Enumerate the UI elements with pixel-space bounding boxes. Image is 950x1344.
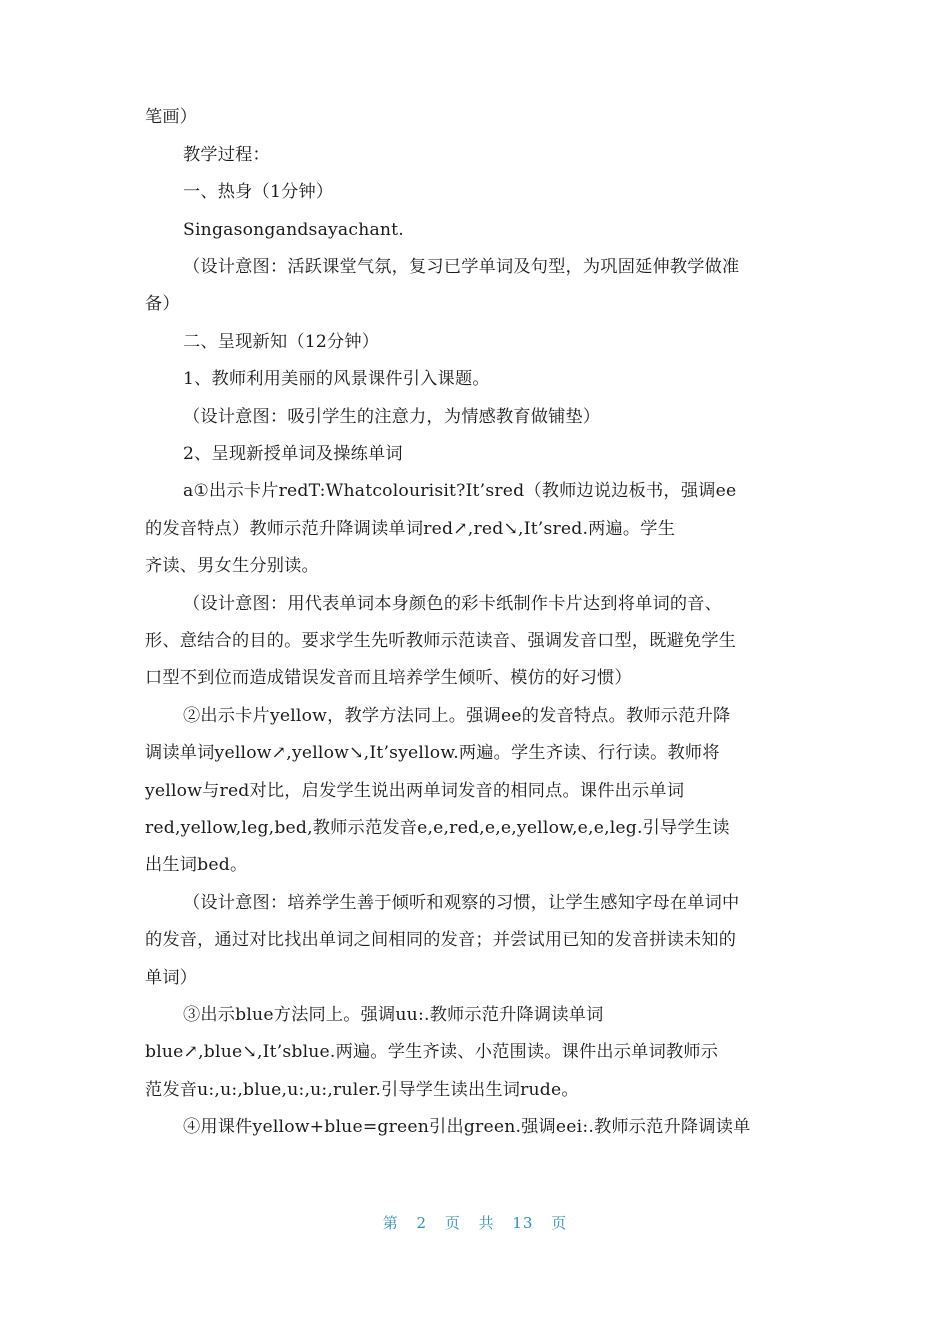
text-line: 1、教师利用美丽的风景课件引入课题。: [183, 369, 490, 389]
text-line: 范发音u:,u:,blue,u:,u:,ruler.引导学生读出生词rude。: [145, 1080, 579, 1100]
text-line: blue↗,blue↘,It’sblue.两遍。学生齐读、小范围读。课件出示单词教师示: [145, 1042, 719, 1062]
text-line: 单词）: [145, 968, 198, 988]
section-heading: 一、热身（1分钟）: [183, 182, 334, 202]
text-line: 2、呈现新授单词及操练单词: [183, 444, 403, 464]
text-line: a①出示卡片redT:Whatcolourisit?It’sred（教师边说边板书，强调ee: [183, 481, 737, 501]
text-line: （设计意图：活跃课堂气氛，复习已学单词及句型，为巩固延伸教学做准: [183, 257, 740, 277]
text-line: （设计意图：吸引学生的注意力，为情感教育做铺垫）: [183, 407, 601, 427]
text-line: 笔画）: [145, 107, 198, 127]
text-line: 口型不到位而造成错误发音而且培养学生倾听、模仿的好习惯）: [145, 668, 632, 688]
text-line: 调读单词yellow↗,yellow↘,It’syellow.两遍。学生齐读、行行读。教师将: [145, 743, 720, 763]
section-heading: 二、呈现新知（12分钟）: [183, 332, 380, 352]
text-line: （设计意图：用代表单词本身颜色的彩卡纸制作卡片达到将单词的音、: [183, 594, 723, 614]
text-line: （设计意图：培养学生善于倾听和观察的习惯，让学生感知字母在单词中: [183, 893, 740, 913]
text-line: Singasongandsayachant.: [183, 220, 404, 240]
text-line: yellow与red对比，启发学生说出两单词发音的相同点。课件出示单词: [145, 781, 685, 801]
text-line: 的发音，通过对比找出单词之间相同的发音；并尝试用已知的发音拼读未知的: [145, 930, 737, 950]
text-line: 备）: [145, 294, 180, 314]
text-line: 教学过程：: [183, 145, 270, 165]
text-line: 出生词bed。: [145, 855, 248, 875]
text-line: ③出示blue方法同上。强调uu:.教师示范升降调读单词: [183, 1005, 604, 1025]
text-line: 形、意结合的目的。要求学生先听教师示范读音、强调发音口型，既避免学生: [145, 631, 737, 651]
text-line: 齐读、男女生分别读。: [145, 556, 319, 576]
text-line: 的发音特点）教师示范升降调读单词red↗,red↘,It’sred.两遍。学生: [145, 519, 676, 539]
page-footer: 第 2 页 共 13 页: [382, 1214, 568, 1232]
text-line: ②出示卡片yellow，教学方法同上。强调ee的发音特点。教师示范升降: [183, 706, 731, 726]
text-line: ④用课件yellow+blue=green引出green.强调eei:.教师示范升降调读单: [183, 1117, 751, 1137]
text-line: red,yellow,leg,bed,教师示范发音e,e,red,e,e,yellow,e,e,leg.引导学生读: [145, 818, 730, 838]
